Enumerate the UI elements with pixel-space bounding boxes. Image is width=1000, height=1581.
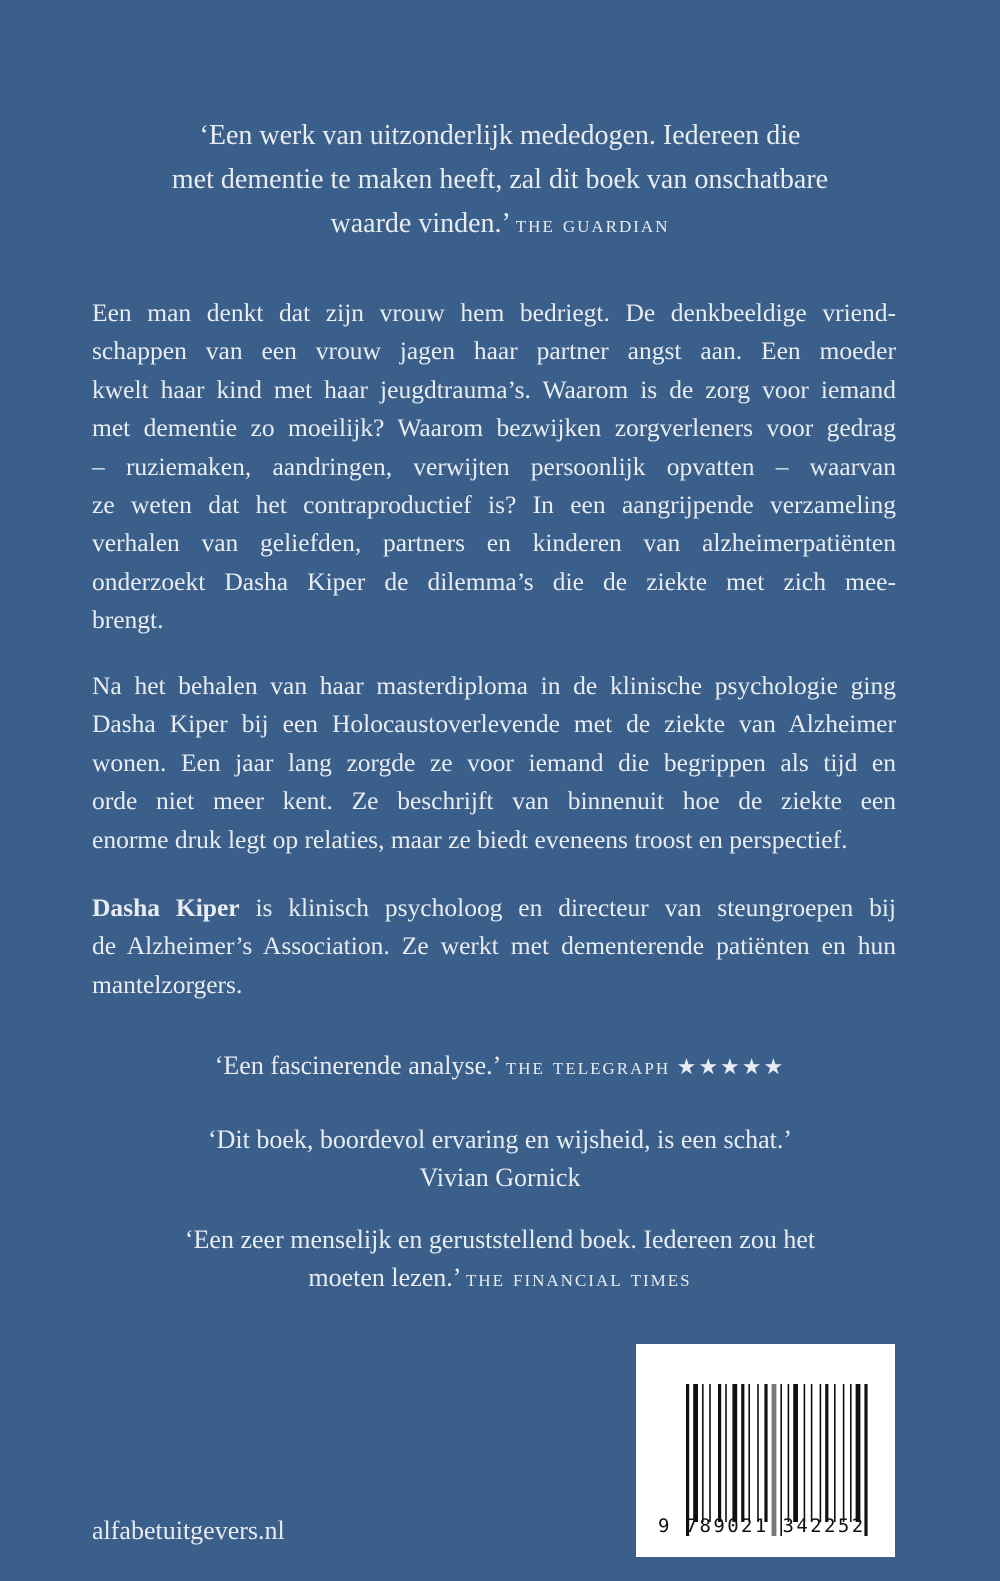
barcode-bar [693,1384,698,1522]
barcode-bar [718,1384,721,1522]
barcode [636,1344,895,1557]
paragraph-line: met dementie zo moeilijk? Waarom bezwijken zorgverleners voor gedrag [92,413,896,443]
paragraph-line: enorme druk legt op relaties, maar ze biedt eveneens troost en perspectief. [92,824,848,854]
barcode-bar [732,1384,737,1522]
publisher-url: alfabetuitgevers.nl [92,1516,285,1545]
barcode-bar [757,1384,759,1522]
paragraph-line: brengt. [92,605,164,635]
barcode-bar [820,1384,822,1522]
barcode-bar [856,1384,861,1522]
barcode-bar [825,1384,828,1522]
paragraph-line: schappen van een vrouw jagen haar partner angst aan. Een moeder [92,336,896,366]
review-source: Vivian Gornick [419,1163,581,1192]
barcode-bar [748,1384,750,1522]
paragraph-line: wonen. Een jaar lang zorgde ze voor iemand die begrippen als tijd en [92,747,896,777]
paragraph-line: kwelt haar kind met haar jeugdtrauma’s. Waarom is de zorg voor iemand [92,374,896,404]
barcode-bar [780,1384,782,1536]
paragraph-line: verhalen van geliefden, partners en kinderen van alzheimerpatiënten [92,528,896,558]
line-text: is klinisch psycholoog en directeur van steungroepen bij [239,893,897,922]
barcode-bar [811,1384,813,1522]
review-text: ‘Dit boek, boordevol ervaring en wijsheid, is een schat.’ [207,1125,793,1154]
review-telegraph [0,1047,1000,1086]
paragraph-line: ze weten dat het contraproductief is? In een aangrijpende verzameling [92,489,896,519]
barcode-bar [702,1384,704,1522]
barcode-bar [834,1384,836,1522]
paragraph-line: Een man denkt dat zijn vrouw hem bedriegt. De denkbeeldige vriend- [92,298,896,327]
barcode-bar [725,1384,727,1522]
paragraph-line: – ruziemaken, aandringen, verwijten persoonlijk opvatten – waarvan [92,451,896,481]
quote-line: ‘Een werk van uitzonderlijk mededogen. Iedereen die [199,120,801,151]
barcode-bar [843,1384,845,1522]
barcode-bar [741,1384,744,1522]
review-gornick [0,1121,1000,1197]
isbn-number: 9 789021 342252 [658,1515,866,1537]
barcode-bar [686,1384,689,1536]
paragraph-line: Na het behalen van haar masterdiploma in de klinische psychologie ging [92,671,896,700]
review-source: the financial times [465,1266,692,1292]
review-text: ‘Een fascinerende analyse.’ [214,1051,500,1080]
barcode-bar [793,1384,798,1522]
review-text: moeten lezen.’ [308,1263,460,1292]
synopsis-paragraph [92,294,896,640]
barcode-bar [764,1384,767,1522]
paragraph-line: onderzoekt Dasha Kiper de dilemma’s die de ziekte met zich mee- [92,566,896,596]
review-source: the telegraph [505,1054,671,1080]
barcode-bar [788,1384,790,1522]
top-quote [0,114,1000,247]
review-text: ‘Een zeer menselijk en geruststellend boek. Iedereen zou het [184,1225,816,1254]
paragraph-line: Dasha Kiper bij een Holocaustoverlevende met de ziekte van Alzheimer [92,709,896,739]
barcode-bar [864,1384,867,1536]
quote-line: waarde vinden.’ [330,208,509,239]
barcode-bar [772,1384,777,1536]
paragraph-line: de Alzheimer’s Association. Ze werkt met dementerende patiënten en hun [92,931,896,961]
quote-source: the guardian [515,212,670,238]
quote-line: met dementie te maken heeft, zal dit boek van onschatbare [171,164,829,195]
review-financial-times [0,1221,1000,1298]
author-background-paragraph [92,667,896,859]
star-rating: ★★★★★ [676,1054,786,1079]
author-bio-paragraph [92,889,896,1004]
barcode-bar [850,1384,852,1522]
author-name: Dasha Kiper [92,893,240,922]
paragraph-line: orde niet meer kent. Ze beschrijft van binnenuit hoe de ziekte een [92,786,896,816]
paragraph-line: mantelzorgers. [92,969,243,999]
paragraph-line [92,889,896,927]
barcode-bar [709,1384,711,1522]
barcode-bar [804,1384,806,1522]
